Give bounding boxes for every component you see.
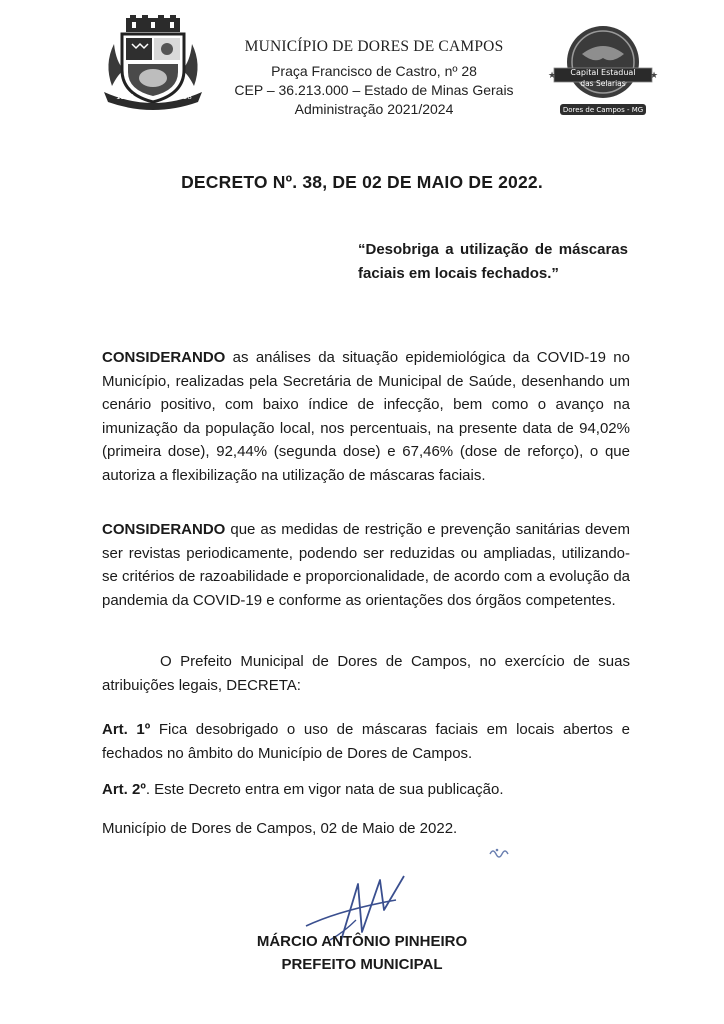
- considering-paragraph-1: [102, 346, 630, 487]
- signature-block: [0, 930, 724, 976]
- svg-text:★: ★: [650, 70, 659, 80]
- signer-role: PREFEITO MUNICIPAL: [281, 956, 443, 973]
- decrees-paragraph: O Prefeito Municipal de Dores de Campos, no exercício de suas atribuições legais, DECRETA:: [102, 653, 630, 694]
- address-line: Praça Francisco de Castro, nº 28: [271, 63, 477, 79]
- seal-text-bottom: das Selarias: [580, 79, 626, 88]
- cep-line: CEP – 36.213.000 – Estado de Minas Gerais: [234, 82, 514, 98]
- article-text: . Este Decreto entra em vigor nata de sua publicação.: [145, 781, 504, 798]
- article-2: [102, 778, 630, 802]
- decree-summary: “Desobriga a utilização de máscaras faciais em locais fechados.”: [358, 241, 628, 282]
- article-text: Fica desobrigado o uso de máscaras faciais em locais abertos e fechados no âmbito do Município de Dores de Campos.: [102, 721, 630, 762]
- considering-paragraph-2: [102, 518, 630, 612]
- capital-seal-logo: [540, 24, 666, 118]
- decree-title: DECRETO Nº. 38, DE 02 DE MAIO DE 2022.: [181, 172, 543, 192]
- seal-text-top: Capital Estadual: [570, 68, 636, 77]
- seal-caption: Dores de Campos - MG: [562, 106, 644, 114]
- letterhead: [214, 38, 534, 119]
- considering-lead: CONSIDERANDO: [102, 521, 226, 538]
- administration-line: Administração 2021/2024: [294, 101, 454, 117]
- article-label: Art. 1º: [102, 721, 151, 738]
- municipality-name: MUNICÍPIO DE DORES DE CAMPOS: [244, 38, 504, 55]
- svg-text:★: ★: [548, 70, 557, 80]
- place-and-date: Município de Dores de Campos, 02 de Maio de 2022.: [102, 820, 458, 837]
- signer-name: MÁRCIO ANTÔNIO PINHEIRO: [256, 933, 468, 950]
- article-label: Art. 2º: [102, 781, 146, 798]
- article-1: [102, 718, 630, 765]
- crest-year-left: 1938: [116, 93, 134, 101]
- considering-text: as análises da situação epidemiológica da COVID-19 no Município, realizadas pela Secretária de Municipal de Saúde, desenhando um cenário positivo, com baixo índice de infecção, bem como o avanço na imunização da população local, nos percentuais, na presente data de 94,02% (primeira dose), 92,44% (segunda dose) e 67,46% (dose de reforço), o que autoriza a flexibilização na utilização de máscaras faciais.: [102, 349, 630, 484]
- considering-text: que as medidas de restrição e prevenção sanitárias devem ser revistas periodicamente, podendo ser reduzidas ou ampliadas, utilizando-se critérios de razoabilidade e proporcionalidade, de acordo com a evolução da pandemia da COVID-19 e conforme as orientações dos órgãos competentes.: [102, 521, 630, 609]
- stamp-mark-icon: [488, 846, 510, 860]
- coat-of-arms-logo: [102, 14, 204, 110]
- crest-year-right: 1938: [174, 93, 192, 101]
- considering-lead: CONSIDERANDO: [102, 349, 226, 366]
